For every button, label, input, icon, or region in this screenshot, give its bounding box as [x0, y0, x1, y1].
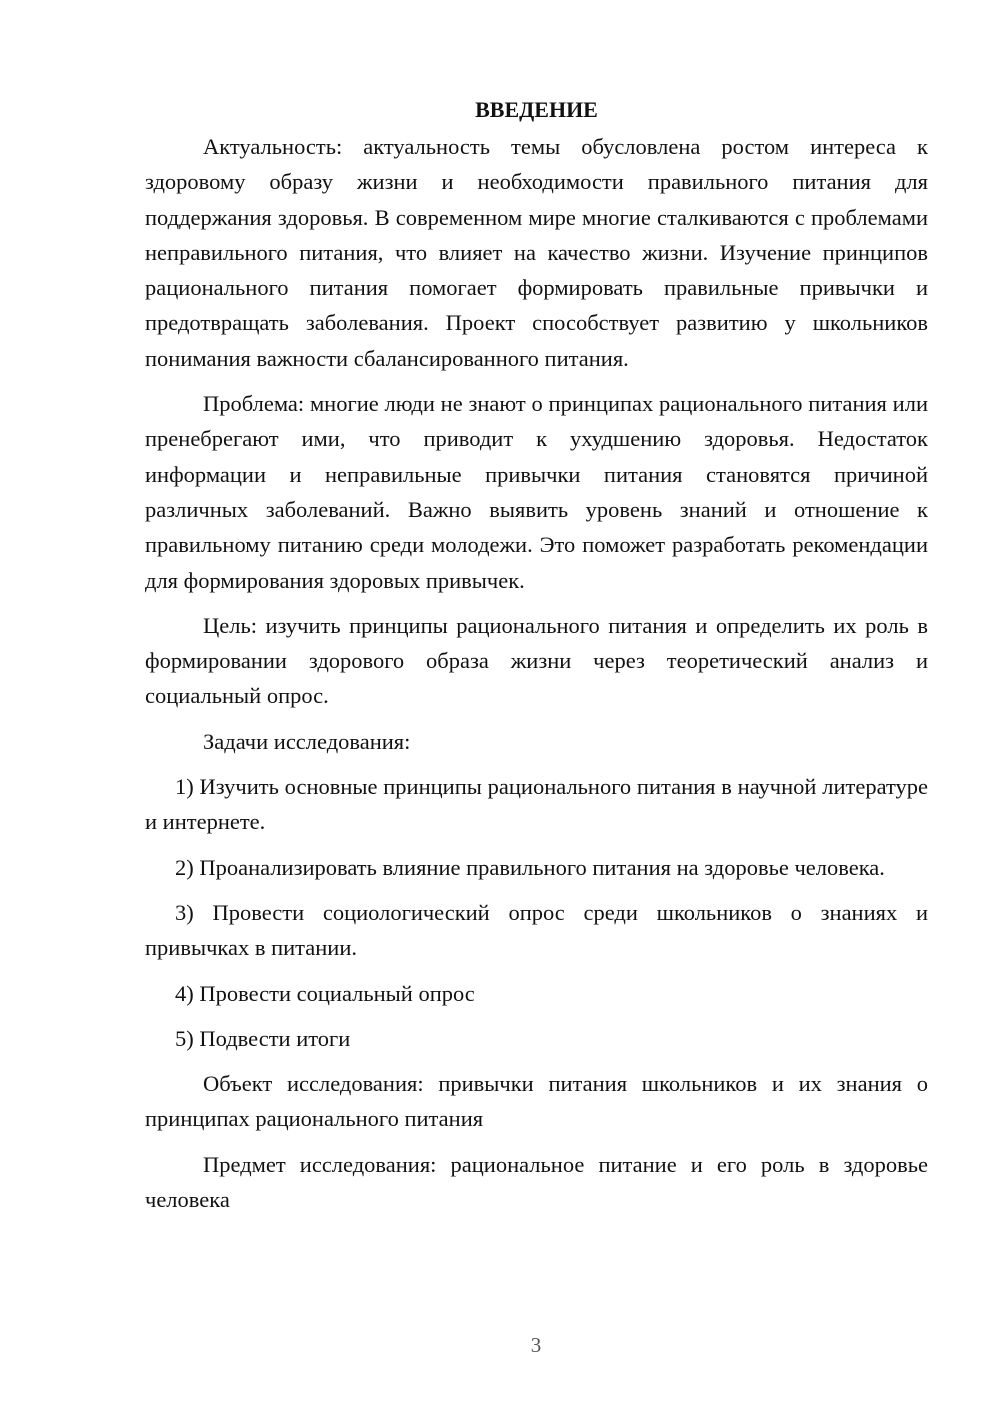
paragraph-relevance: Актуальность: актуальность темы обусловлена ростом интереса к здоровому образу жизни и необходимости правильного питания для поддержания здоровья. В современном мире многие сталкиваются с проблемами неправильного питания, что влияет на качество жизни. Изучение принципов рационального питания помогает формировать правильные привычки и предотвращать заболевания. Проект способствует развитию у школьников понимания важности сбалансированного питания.	[145, 134, 928, 371]
task-item-4: 4) Провести социальный опрос	[175, 980, 475, 1006]
task-item-2: 2) Проанализировать влияние правильного питания на здоровье человека.	[175, 854, 885, 880]
paragraph-research-object: Объект исследования: привычки питания школьников и их знания о принципах рационального питания	[145, 1071, 928, 1132]
paragraph-research-subject: Предмет исследования: рациональное питание и его роль в здоровье человека	[145, 1151, 928, 1213]
document-title: ВВЕДЕНИЕ	[475, 97, 598, 122]
task-item-1: 1) Изучить основные принципы рационального питания в научной литературе и интернете.	[145, 774, 928, 835]
page-content	[145, 92, 928, 1227]
tasks-heading: Задачи исследования:	[203, 728, 411, 754]
task-item-3: 3) Провести социологический опрос среди школьников о знаниях и привычках в питании.	[145, 899, 928, 961]
paragraph-problem: Проблема: многие люди не знают о принципах рационального питания или пренебрегают ими, что приводит к ухудшению здоровья. Недостаток информации и неправильные привычки питания становятся причиной различных заболеваний. Важно выявить уровень знаний и отношение к правильному питанию среди молодежи. Это поможет разработать рекомендации для формирования здоровых привычек.	[145, 391, 928, 593]
page-number: 3	[530, 1333, 542, 1357]
task-item-5: 5) Подвести итоги	[175, 1025, 351, 1051]
paragraph-goal: Цель: изучить принципы рационального питания и определить их роль в формировании здорового образа жизни через теоретический анализ и социальный опрос.	[145, 612, 928, 709]
